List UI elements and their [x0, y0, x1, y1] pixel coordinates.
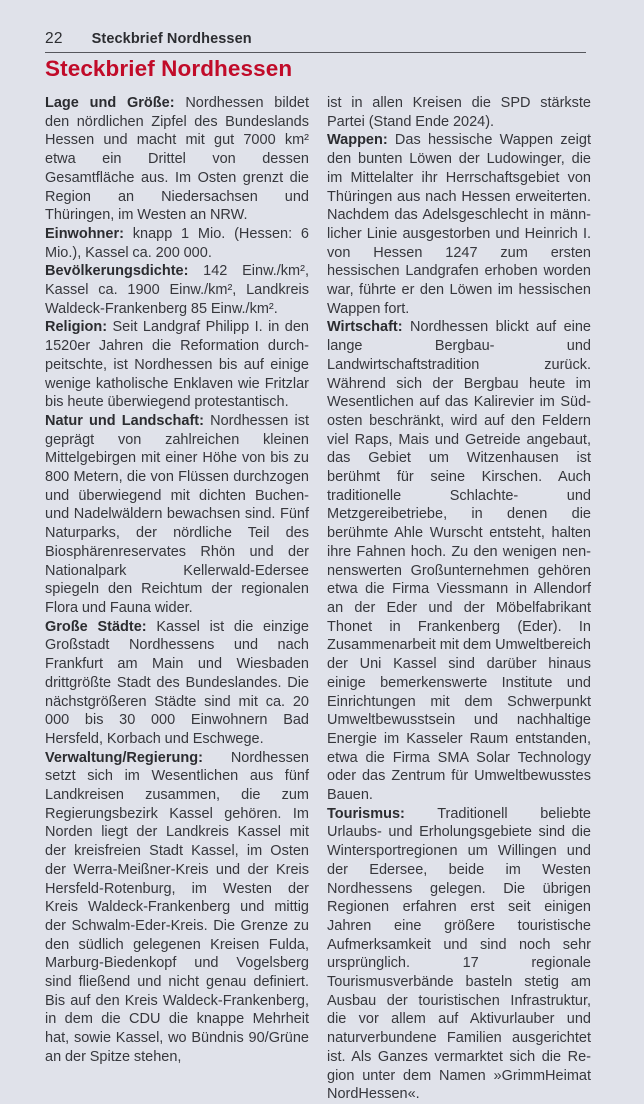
paragraph: Natur und Landschaft: Nordhessen ist geprägt von zahlreichen kleinen Mittelgebirgen mit einer Höhe von bis zu 800 Metern, die von Flüssen durchzogen und überwiegend mit dichten Buchen- und Nadelwäldern bewachsen sind. Fünf Naturparks, der nördliche Teil des Biosphärenreservates Rhön und der Nationalpark Kellerwald-Edersee spiegeln den Reichtum der regionalen Flora und Fauna wider.	[45, 412, 309, 616]
page-title: Steckbrief Nordhessen	[45, 56, 293, 81]
column-right	[327, 94, 591, 1104]
paragraph-label: Religion:	[45, 319, 108, 336]
paragraph-label: Tourismus:	[327, 805, 405, 822]
paragraph: Verwaltung/Regierung: Nordhessen setzt sich im Wesentlichen aus fünf Landkreisen zusammen, die zum Regierungsbezirk Kassel gehören. Im Norden liegt der Landkreis Kassel mit der kreisfreien Stadt Kassel, im Osten der Werra-Meißner-Kreis und der Kreis Hersfeld-Rotenburg, im Westen der Kreis Waldeck-Frankenberg und mittig der Schwalm-Eder-Kreis. Die Grenze zu den südlich gelegenen Kreisen Fulda, Marburg-Biedenkopf und Vogelsberg sind fließend und nicht genau definiert. Bis auf den Kreis Waldeck-Frankenberg, in dem die CDU die knappe Mehrheit hat, sowie Kassel, wo Bündnis 90/Grüne an der Spitze stehen,	[45, 749, 309, 1065]
running-header	[45, 30, 586, 53]
paragraph: Wirtschaft: Nordhessen blickt auf eine lange Bergbau- und Landwirtschaftstradition zurück. Während sich der Bergbau heute im Wesentlichen auf das Kalirevier im Südosten beschränkt, wird auf den Feldern viel Raps, Mais und Getreide angebaut, das Gebiet um Witzenhausen ist berühmt für seine Kirschen. Auch traditionelle Schlachte- und Metzgereibetriebe, in denen die berühmte Ahle Wurscht entsteht, halten ihre Fahnen hoch. Zu den wenigen nennenswerten Großunternehmen gehören etwa die Firma Viessmann in Allendorf an der Eder und der Möbelfabrikant Thonet in Frankenberg (Eder). In Zusammenarbeit mit dem Umweltbereich der Uni Kassel sind darüber hinaus einige bemerkenswerte Institute und Einrichtungen mit dem Schwerpunkt Umweltbewusstsein und nachhaltige Energie im Kasseler Raum entstanden, etwa die Firma SMA Solar Technology oder das Zentrum für Umweltbewusstes Bauen.	[327, 319, 591, 804]
paragraph-label: Einwohner:	[45, 225, 124, 242]
paragraph-label: Große Städte:	[45, 618, 147, 635]
paragraph: Tourismus: Traditionell beliebte Urlaubs- und Erholungsgebiete sind die Wintersportregionen um Willingen und der Edersee, beide im Westen Nordhessens gelegen. Die übrigen Regionen erfahren erst seit einigen Jahren eine größere touristische Aufmerksamkeit und sind noch sehr ursprünglich. 17 regionale Tourismusverbände basteln stetig am Ausbau der touristischen Infrastruktur, die vor allem auf Aktivurlauber und naturverbundene Familien ausgerichtet ist. Als Ganzes vermarktet sich die Region unter dem Namen »GrimmHeimat NordHessen«.	[327, 805, 591, 1103]
paragraph-label: Wappen:	[327, 132, 388, 149]
paragraph: Religion: Seit Landgraf Philipp I. in den 1520er Jahren die Reformation durchpeitschte, ist Nordhessen bis auf einige wenige katholische Enklaven wie Fritzlar bis heute überwiegend protestantisch.	[45, 319, 309, 411]
paragraph-label: Verwaltung/Regierung:	[45, 749, 203, 766]
paragraph-label: Natur und Landschaft:	[45, 412, 204, 429]
running-header-title: Steckbrief Nordhessen	[91, 31, 252, 47]
paragraph: Einwohner: knapp 1 Mio. (Hessen: 6 Mio.), Kassel ca. 200 000.	[45, 225, 309, 261]
paragraph: Lage und Größe: Nordhessen bildet den nördlichen Zipfel des Bundeslands Hessen und macht mit gut 7000 km² etwa ein Drittel von dessen Gesamtfläche aus. Im Osten grenzt die Region an Niedersachsen und Thüringen, im Westen an NRW.	[45, 95, 309, 224]
column-left	[45, 94, 309, 1104]
paragraph-label: Wirtschaft:	[327, 319, 403, 336]
paragraph-label: Lage und Größe:	[45, 95, 175, 111]
page-number: 22	[45, 30, 63, 47]
paragraph-label: Bevölkerungsdichte:	[45, 263, 189, 280]
paragraph: Bevölkerungsdichte: 142 Einw./km², Kassel ca. 1900 Einw./km², Landkreis Waldeck-Frankenberg 85 Einw./km².	[45, 263, 309, 317]
paragraph: Große Städte: Kassel ist die einzige Großstadt Nordhessens und nach Frankfurt am Main und Wiesbaden drittgrößte Stadt des Bundeslandes. Die nächstgrößeren Städte sind mit ca. 20 000 bis 30 000 Einwohnern Bad Hersfeld, Korbach und Eschwege.	[45, 618, 309, 747]
paragraph: ist in allen Kreisen die SPD stärkste Partei (Stand Ende 2024).	[327, 95, 591, 130]
paragraph: Wappen: Das hessische Wappen zeigt den bunten Löwen der Ludowinger, die im Mittelalter ihr Herrschaftsgebiet von Thüringen aus nach Hessen erweiterten. Nachdem das Adelsgeschlecht in männlicher Linie ausgestorben und Heinrich I. von Hessen 1247 zum ersten hessischen Landgrafen erhoben worden war, führte er den Löwen im hessischen Wappen fort.	[327, 132, 591, 317]
content-columns	[45, 94, 591, 1104]
